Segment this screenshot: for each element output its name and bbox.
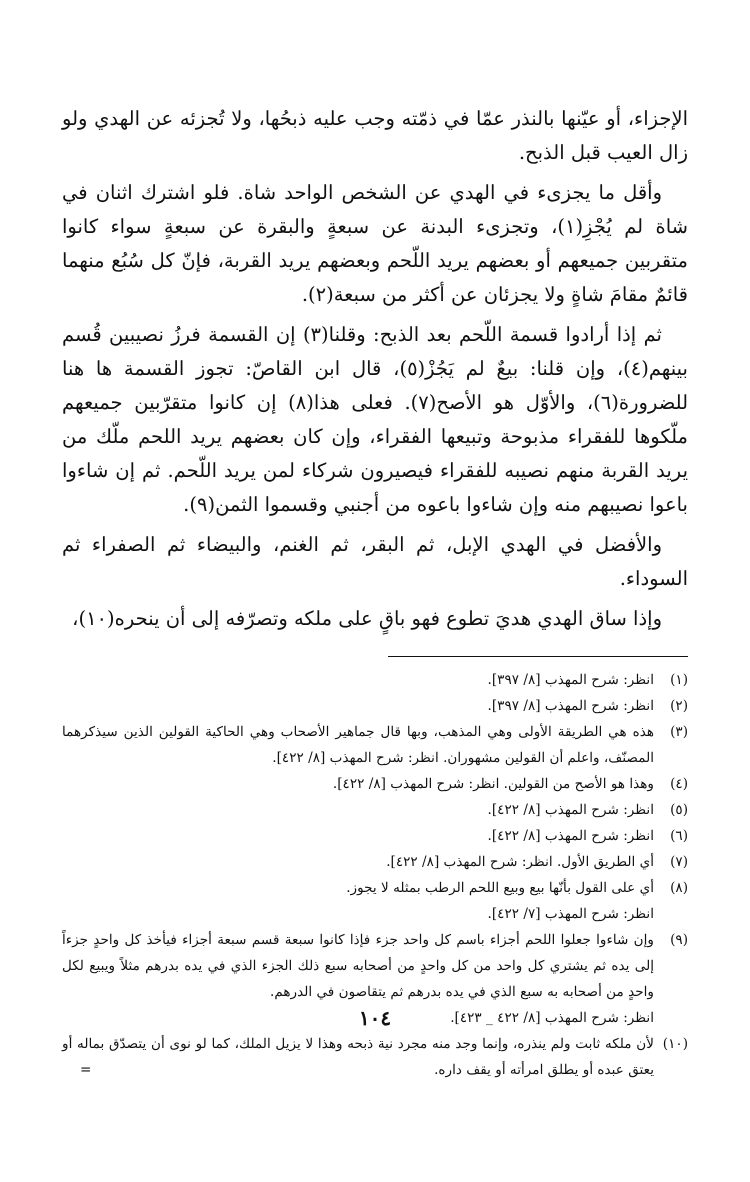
- footnote-number: (٧): [670, 854, 688, 870]
- footnote: [62, 719, 688, 771]
- footnote: [62, 771, 688, 797]
- footnote: [62, 1031, 688, 1083]
- footnote-text: أي الطريق الأول. انظر: شرح المهذب [٨/ ٤٢٢].: [386, 854, 654, 870]
- footnote: [62, 693, 688, 719]
- footnote: [62, 667, 688, 693]
- footnote-text: انظر: شرح المهذب [٨/ ٤٢٢].: [487, 802, 654, 818]
- footnote: [62, 849, 688, 875]
- footnote-body: [62, 1031, 654, 1083]
- footnote-body: [62, 875, 654, 927]
- footnote-number: (٨): [670, 880, 688, 896]
- paragraph: والأفضل في الهدي الإبل، ثم البقر، ثم الغنم، والبيضاء ثم الصفراء ثم السوداء.: [62, 533, 688, 590]
- footnote-text: وهذا هو الأصح من القولين. انظر: شرح المهذب [٨/ ٤٢٢].: [332, 776, 654, 792]
- paragraph: وإذا ساق الهدي هديَ تطوع فهو باقٍ على ملكه وتصرّفه إلى أن ينحره(١٠)،: [72, 607, 662, 630]
- footnote-separator: [388, 656, 688, 657]
- footnote: [62, 823, 688, 849]
- paragraph: ثم إذا أرادوا قسمة اللّحم بعد الذبح: وقلنا(٣) إن القسمة فرزُ نصيبين قُسم بينهم(٤)، وإن قلنا: بيعٌ لم يَجُزْ(٥)، قال ابن القاصّ: تجوز القسمة ها هنا للضرورة(٦)، والأوّل هو الأصح(٧). فعلى هذا(٨) إن كانوا متقرّبين جميعهم ملّكوها للفقراء مذبوحة وتبيعها الفقراء، وإن كان بعضهم يريد اللحم ملّك من يريد القربة منهم نصيبه للفقراء فيصيرون شركاء لمن يريد اللّحم. ثم إن شاءوا باعوا نصيبهم منه وإن شاءوا باعوه من أجنبي وقسموا الثمن(٩).: [62, 323, 689, 516]
- main-text: [62, 102, 688, 636]
- footnote-text: وإن شاءوا جعلوا اللحم أجزاء باسم كل واحد جزء فإذا كانوا سبعة قسم سبعة أجزاء فيأخذ كل واحدٍ جزءاً إلى يده ثم يشتري كل واحد من كل واحدٍ من أصحابه سبع ذلك الجزء الذي في يده بدرهم مثلاً ويبيع لكل واحدٍ من أصحابه به سبع الذي في يده بدرهم ثم يتقاصون في الدرهم.: [62, 932, 654, 1000]
- footnote-number: (٥): [670, 802, 688, 818]
- footnote-reference: انظر: شرح المهذب [٧/ ٤٢٢].: [487, 906, 654, 922]
- continuation-mark: =: [80, 1062, 92, 1078]
- footnote-number: (١٠): [662, 1036, 688, 1052]
- footnote-text: انظر: شرح المهذب [٨/ ٣٩٧].: [487, 698, 654, 714]
- footnote-text: لأن ملكه ثابت ولم ينذره، وإنما وجد منه مجرد نية ذبحه وهذا لا يزيل الملك، كما لو نوى أن يتصدّق بماله أو يعتق عبده أو يطلق امرأته أو يقف داره.: [62, 1036, 654, 1078]
- page-content: [62, 102, 688, 1083]
- footnote-reference: انظر: شرح المهذب [٨/ ٤٢٢ _ ٤٢٣].: [450, 1010, 654, 1026]
- footnote: [62, 797, 688, 823]
- footnote-number: (٦): [670, 828, 688, 844]
- footnote-number: (١): [670, 672, 688, 688]
- footnote-number: (٣): [670, 724, 688, 740]
- paragraph: الإجزاء، أو عيّنها بالنذر عمّا في ذمّته وجب عليه ذبحُها، ولا تُجزئه عن الهدي ولو زال العيب قبل الذبح.: [62, 107, 688, 164]
- paragraph: وأقل ما يجزىء في الهدي عن الشخص الواحد شاة. فلو اشترك اثنان في شاة لم يُجْزِ(١)، وتجزىء البدنة عن سبعةٍ والبقرة عن سبعةٍ سواء كانوا متقربين جميعهم أو بعضهم يريد اللّحم وبعضهم يريد القربة، فإنّ كل سُبُع منهما قائمٌ مقامَ شاةٍ ولا يجزئان عن أكثر من سبعة(٢).: [62, 181, 688, 306]
- footnote: [62, 875, 688, 927]
- footnote-text: هذه هي الطريقة الأولى وهي المذهب، وبها قال جماهير الأصحاب وهي الحاكية القولين الذين سيذكرهما المصنّف، واعلم أن القولين مشهوران. انظر: شرح المهذب [٨/ ٤٢٢].: [62, 724, 654, 766]
- footnote-text: انظر: شرح المهذب [٨/ ٤٢٢].: [487, 828, 654, 844]
- footnote-text: أي على القول بأنّها بيع وبيع اللحم الرطب بمثله لا يجوز.: [346, 880, 654, 896]
- footnote-text: انظر: شرح المهذب [٨/ ٣٩٧].: [487, 672, 654, 688]
- footnote-number: (٢): [670, 698, 688, 714]
- page-number: ١٠٤: [358, 1006, 392, 1030]
- footnote-number: (٤): [670, 776, 688, 792]
- footnote-number: (٩): [670, 932, 688, 948]
